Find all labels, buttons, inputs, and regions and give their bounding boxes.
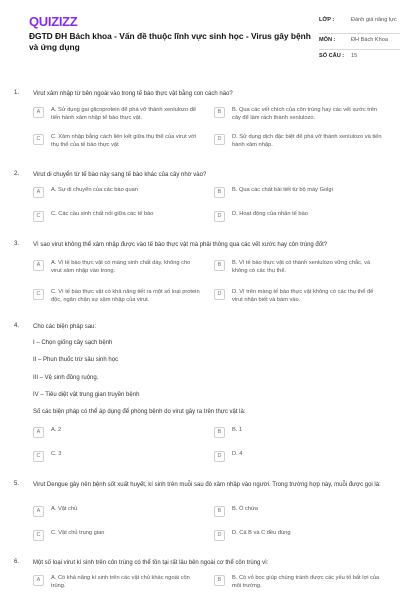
worksheet-header	[14, 0, 397, 78]
option-letter: B	[214, 260, 225, 271]
option-text: A. Sử dụng gai glicoprotein để phá vỡ thành xenlulozo để tiến hành xâm nhập tế bào thực vật.	[51, 107, 197, 121]
option-text: D. Cả B và C đều đúng	[232, 530, 291, 536]
option-letter: D	[214, 289, 225, 300]
option-text: B. Qua các chất bài tiết từ bộ máy Golgi	[232, 187, 333, 193]
option-b[interactable]	[214, 427, 388, 438]
option-letter: A	[33, 575, 44, 586]
option-text: C. Vì tế bào thực vật có khả năng tiết ra một số loại protein độc, ngăn chặn sự xâm nhập của virut.	[51, 289, 200, 303]
option-a[interactable]	[33, 575, 207, 590]
meta-value: ĐH Bách Khoa	[351, 37, 389, 43]
question-number: 6.	[14, 559, 20, 565]
question-5	[14, 481, 394, 545]
option-letter: B	[214, 187, 225, 198]
option-letter: D	[214, 134, 225, 145]
question-1	[14, 90, 394, 154]
option-c[interactable]	[33, 451, 207, 462]
question-text: Vì sao virut không thể xâm nhập được vào tế bào thực vật mà phải thông qua các vết xước hay côn trùng đốt?	[33, 242, 328, 248]
option-a[interactable]	[33, 107, 207, 122]
option-a[interactable]	[33, 187, 207, 198]
meta-row-class	[319, 14, 400, 34]
option-text: A. 2	[51, 427, 62, 433]
meta-key: SỐ CÂU :	[319, 53, 345, 59]
question-number: 1.	[14, 90, 20, 96]
option-text: A. Vật chủ	[51, 506, 78, 512]
option-text: D. Hoạt động của nhân tế bào	[232, 211, 308, 217]
option-c[interactable]	[33, 134, 207, 149]
meta-row-subject	[319, 34, 400, 50]
question-2	[14, 171, 394, 227]
option-letter: C	[33, 451, 44, 462]
option-letter: B	[214, 107, 225, 118]
option-text: B. Có vỏ bọc giúp chúng tránh được các yếu tố bất lợi của môi trường.	[232, 575, 380, 589]
option-text: A. Sự di chuyển của các bào quan	[51, 187, 138, 193]
option-a[interactable]	[33, 506, 207, 517]
question-text: Virut xâm nhập từ bên ngoài vào trong tế bào thực vật bằng con cách nào?	[33, 91, 233, 97]
option-letter: A	[33, 506, 44, 517]
option-b[interactable]	[214, 107, 388, 122]
option-text: C. Vật chủ trung gian	[51, 530, 105, 536]
measure-item: II – Phun thuốc trừ sâu sinh học	[33, 357, 119, 363]
option-d[interactable]	[214, 134, 388, 149]
option-b[interactable]	[214, 575, 388, 590]
measure-item: I – Chọn giống cây sạch bệnh	[33, 340, 113, 346]
question-3	[14, 241, 394, 311]
option-letter: C	[33, 211, 44, 222]
option-text: D. Vì trên màng tế bào thực vật không có các thụ thể để virut nhận biết và bám vào.	[232, 289, 374, 303]
option-c[interactable]	[33, 289, 207, 304]
option-text: C. Các cầu sinh chất nối giữa các tế bào	[51, 211, 154, 217]
option-letter: C	[33, 289, 44, 300]
question-number: 4.	[14, 323, 20, 329]
option-d[interactable]	[214, 451, 388, 462]
meta-value: Đánh giá năng lực	[351, 17, 397, 23]
question-4	[14, 323, 394, 469]
option-letter: B	[214, 575, 225, 586]
option-letter: C	[33, 134, 44, 145]
option-text: A. Có khả năng kí sinh trên các vật chủ khác ngoài côn trùng.	[51, 575, 190, 589]
meta-key: MÔN :	[319, 37, 336, 43]
option-d[interactable]	[214, 289, 388, 304]
option-letter: D	[214, 451, 225, 462]
option-text: B. 1	[232, 427, 243, 433]
option-letter: A	[33, 260, 44, 271]
option-a[interactable]	[33, 260, 207, 275]
question-text: Virut di chuyển từ tế bào này sang tế bào khác của cây nhờ vào?	[33, 172, 207, 178]
option-text: A. Vì tế bào thực vật có màng sinh chất dày, không cho virut xâm nhập vào trong.	[51, 260, 191, 274]
option-letter: A	[33, 427, 44, 438]
question-number: 5.	[14, 481, 20, 487]
measure-item: III – Vệ sinh đồng ruộng.	[33, 375, 99, 381]
option-c[interactable]	[33, 530, 207, 541]
meta-table	[319, 14, 400, 66]
question-text: Cho các biện pháp sau:	[33, 324, 97, 330]
option-text: B. Qua các vết chích của côn trùng hay các vết xước trên cây để làm rách thành xenlulozo.	[232, 107, 378, 121]
measure-item: IV – Tiêu diệt vật trung gian truyền bệnh	[33, 392, 140, 398]
option-b[interactable]	[214, 260, 388, 275]
option-c[interactable]	[33, 211, 207, 222]
option-b[interactable]	[214, 506, 388, 517]
quizizz-logo: QUIZIZZ	[29, 14, 78, 29]
option-d[interactable]	[214, 211, 388, 222]
option-letter: A	[33, 107, 44, 118]
meta-row-count	[319, 50, 400, 66]
option-b[interactable]	[214, 187, 388, 198]
question-text: Virut Dengue gây nên bệnh sốt xuất huyết, kí sinh trên muỗi sau đó xâm nhập vào người. Trong trường hợp này, muỗi được gọi là:	[33, 482, 381, 488]
option-letter: B	[214, 506, 225, 517]
option-text: B. Vì tế bào thực vật có thành xenlulozo vững chắc, và không có các thụ thể.	[232, 260, 371, 274]
option-text: C. 3	[51, 451, 62, 457]
option-letter: D	[214, 530, 225, 541]
option-text: C. Xâm nhập bằng cách liên kết giữa thụ thể của virut với thụ thể của tế bào thực vật	[51, 134, 197, 148]
option-text: B. Ổ chứa	[232, 506, 258, 512]
meta-key: LỚP :	[319, 17, 335, 23]
option-letter: B	[214, 427, 225, 438]
meta-value: 15	[351, 53, 358, 59]
option-text: D. 4	[232, 451, 243, 457]
option-d[interactable]	[214, 530, 388, 541]
option-a[interactable]	[33, 427, 207, 438]
question-text: Một số loại virut kí sinh trên côn trùng có thể tồn tại rất lâu bên ngoài cơ thể côn trùng vì:	[33, 560, 269, 566]
question-number: 3.	[14, 241, 20, 247]
option-letter: C	[33, 530, 44, 541]
option-letter: A	[33, 187, 44, 198]
option-text: D. Sử dụng dịch đặc biệt để phá vỡ thành xenlulozo và tiến hành xâm nhập.	[232, 134, 382, 148]
option-letter: D	[214, 211, 225, 222]
question-stem: Số các biện pháp có thể áp dụng để phòng bệnh do virut gây ra trên thực vật là:	[33, 409, 246, 415]
question-6	[14, 559, 394, 599]
page-title: ĐGTD ĐH Bách khoa - Vấn đề thuộc lĩnh vực sinh học - Virus gây bệnh và ứng dụng	[29, 31, 311, 52]
question-number: 2.	[14, 171, 20, 177]
